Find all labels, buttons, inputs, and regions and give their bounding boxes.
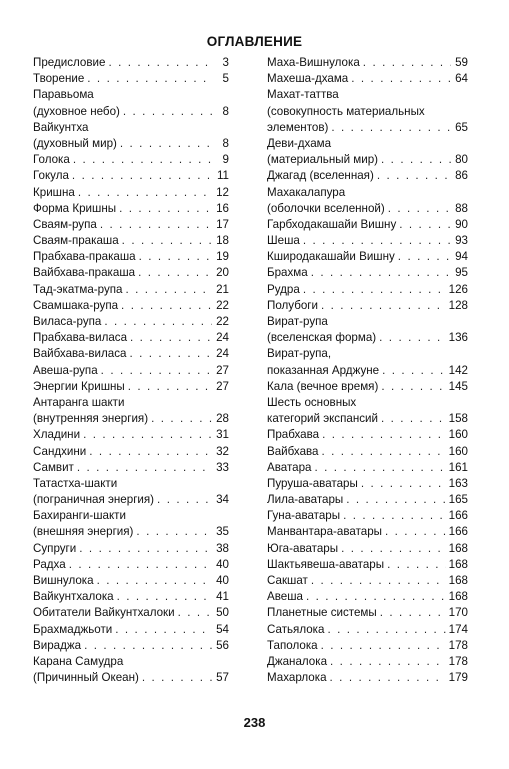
toc-entry-title: Энергии Кришны [33,379,125,393]
toc-entry [267,71,468,87]
toc-leader-dots [321,298,446,314]
toc-entry [33,265,229,281]
toc-entry-page: 145 [448,379,468,393]
toc-entry [267,346,468,362]
toc-entry-title: Супруги [33,541,77,555]
toc-leader-dots [139,249,212,265]
toc-entry-page: 128 [448,298,468,312]
toc-entry [267,201,468,217]
toc-entry [33,330,229,346]
toc-entry [267,427,468,443]
toc-entry-title: Шактьявеша-аватары [267,557,385,571]
toc-leader-dots [79,541,212,557]
toc-entry-page: 95 [455,266,468,280]
toc-entry-page: 136 [448,331,468,345]
toc-entry-title: (пограничная энергия) [33,493,155,507]
toc-leader-dots [129,346,212,362]
toc-entry-page: 88 [455,201,468,215]
toc-leader-dots [314,460,445,476]
toc-entry-page: 168 [448,574,468,587]
toc-entry [33,136,229,152]
toc-entry-page: 17 [216,217,229,231]
toc-entry-title: Маха-Вишнулока [267,56,360,69]
toc-entry [267,168,468,184]
toc-entry [267,541,468,557]
toc-entry [33,379,229,395]
toc-entry [267,282,468,298]
page-title: ОГЛАВЛЕНИЕ [206,34,303,49]
toc-leader-dots [119,201,212,217]
toc-entry [33,427,229,443]
toc-entry-page: 50 [216,606,229,620]
toc-entry-title: (внешняя энергия) [33,525,134,539]
toc-entry-page: 168 [448,541,468,555]
toc-entry-title: Джагад (вселенная) [267,169,374,183]
toc-entry-page: 8 [222,104,229,118]
toc-entry-title: Вайкунтха [33,120,89,134]
toc-entry [267,638,468,654]
toc-entry-page: 166 [448,509,468,523]
toc-entry-page: 158 [448,412,468,426]
toc-entry [33,541,229,557]
toc-entry-page: 93 [455,234,468,248]
toc-entry [33,249,229,265]
toc-leader-dots [303,233,451,249]
toc-leader-dots [381,379,445,395]
toc-entry-title: Бахиранги-шакти [33,509,126,523]
toc-entry-title: Вишнулока [33,574,94,587]
toc-entry-page: 160 [448,428,468,442]
toc-entry-page: 21 [216,282,229,296]
toc-entry-title: Форма Кришны [33,201,117,215]
toc-leader-dots [87,71,212,87]
toc-entry-page: 142 [448,363,468,377]
toc-entry-title: Джаналока [267,654,328,668]
toc-entry-title: Сваям-пракаша [33,234,119,248]
toc-leader-dots [115,622,212,638]
toc-leader-dots [311,573,446,589]
toc-entry-title: Сакшат [267,574,308,587]
toc-entry-title: Хладини [33,428,81,442]
toc-entry-title: (внутренняя энергия) [33,412,149,426]
toc-entry [33,120,229,136]
toc-entry-page: 179 [448,671,468,685]
toc-entry-page: 57 [216,671,229,685]
toc-entry [33,411,229,427]
toc-entry-title: Брахма [267,266,308,280]
toc-entry-title: (вселенская форма) [267,331,377,345]
toc-entry-title: категорий экспансий [267,412,378,426]
toc-entry-title: Гарбходакашайи Вишну [267,217,397,231]
toc-entry [33,444,229,460]
toc-entry-title: Махеша-дхама [267,72,349,86]
toc-entry [33,152,229,168]
toc-entry [33,508,229,524]
toc-entry [33,201,229,217]
toc-entry [33,87,229,103]
toc-leader-dots [69,557,212,573]
toc-entry [267,363,468,379]
toc-entry [33,55,229,71]
toc-entry [33,638,229,654]
toc-entry-title: Юга-аватары [267,541,339,555]
toc-entry-page: 5 [222,72,229,86]
toc-leader-dots [123,104,212,120]
toc-entry-page: 24 [216,347,229,361]
toc-entry-page: 80 [455,153,468,167]
toc-entry-page: 166 [448,525,468,539]
toc-entry-title: Вират-рупа [267,315,328,328]
toc-leader-dots [330,670,446,686]
toc-entry [33,104,229,120]
toc-entry-title: Таполока [267,638,318,652]
toc-entry-title: Сваям-рупа [33,217,97,231]
toc-entry-title: Творение [33,72,85,86]
toc-entry-title: (оболочки вселенной) [267,201,385,215]
toc-entry-title: Татастха-шакти [33,476,118,490]
toc-entry [33,654,229,670]
toc-entry [33,282,229,298]
toc-leader-dots [379,330,446,346]
toc-leader-dots [346,492,445,508]
toc-entry-title: Шесть основных [267,395,357,409]
toc-leader-dots [381,152,451,168]
toc-leader-dots [322,427,446,443]
toc-leader-dots [388,201,451,217]
toc-entry-page: 24 [216,331,229,345]
toc-entry [33,346,229,362]
toc-entry-page: 20 [216,266,229,280]
toc-entry-title: Обитатели Вайкунтхалоки [33,606,175,620]
toc-entry-page: 41 [216,590,229,604]
toc-entry [33,622,229,638]
toc-entry-page: 90 [455,217,468,231]
toc-entry-title: Вайбхава-виласа [33,347,127,361]
toc-leader-dots [130,330,212,346]
toc-entry-title: Антаранга шакти [33,395,125,409]
toc-leader-dots [385,524,446,540]
toc-leader-dots [331,120,451,136]
toc-entry-page: 165 [448,493,468,507]
toc-leader-dots [100,217,212,233]
toc-entry-title: Свамшака-рупа [33,298,119,312]
toc-entry-title: Кришна [33,185,75,199]
toc-entry-page: 160 [448,444,468,458]
toc-leader-dots [72,168,212,184]
toc-entry [33,71,229,87]
toc-entry [33,298,229,314]
toc-entry-title: (совокупность материальных [267,104,425,118]
toc-entry-title: Гуна-аватары [267,509,341,523]
toc-entry-title: (духовное небо) [33,104,120,118]
toc-entry [33,460,229,476]
toc-leader-dots [120,136,212,152]
toc-entry-title: Гокула [33,169,69,183]
toc-entry-title: Прабхава-пракаша [33,250,136,264]
toc-entry [267,492,468,508]
toc-entry [267,670,468,686]
toc-entry-title: Кширодакашайи Вишну [267,250,395,264]
toc-entry [33,670,229,686]
toc-entry [267,217,468,233]
toc-entry-page: 31 [216,428,229,442]
toc-entry-title: Махарлока [267,671,327,685]
toc-entry-title: Вираджа [33,638,82,652]
toc-entry [267,233,468,249]
toc-entry-page: 178 [448,654,468,668]
toc-entry-title: Сандхини [33,444,87,458]
toc-leader-dots [108,55,212,71]
toc-entry-title: (материальный мир) [267,153,379,167]
toc-entry-title: Вайбхава-пракаша [33,266,136,280]
toc-entry [267,508,468,524]
toc-entry [267,152,468,168]
toc-leader-dots [77,460,212,476]
toc-entry-title: Прабхава [267,428,320,442]
toc-leader-dots [101,363,212,379]
toc-entry-title: Авеша-рупа [33,363,98,377]
toc-leader-dots [306,589,446,605]
toc-entry [33,395,229,411]
toc-leader-dots [84,638,212,654]
toc-leader-dots [97,573,212,589]
toc-entry [267,557,468,573]
toc-leader-dots [382,363,446,379]
toc-entry [267,524,468,540]
toc-entry-title: Сатьялока [267,622,325,636]
toc-entry-title: Вайкунтхалока [33,590,114,604]
toc-entry [267,87,468,103]
toc-entry-title: Прабхава-виласа [33,331,128,345]
toc-entry-page: 27 [216,363,229,377]
toc-entry [267,55,468,71]
toc-leader-dots [377,168,451,184]
toc-entry-title: (духовный мир) [33,136,117,150]
toc-entry-page: 161 [448,460,468,474]
toc-entry-title: Радха [33,557,66,571]
toc-entry [33,168,229,184]
toc-entry [267,379,468,395]
toc-leader-dots [351,71,451,87]
toc-entry-title: Махакалапура [267,185,346,199]
toc-leader-dots [117,589,212,605]
toc-entry [267,265,468,281]
toc-entry-title: Предисловие [33,56,106,69]
toc-leader-dots [387,557,446,573]
toc-leader-dots [178,605,212,621]
toc-entry-title: Рудра [267,282,300,296]
toc-leader-dots [311,265,451,281]
toc-entry [267,330,468,346]
toc-entry [33,524,229,540]
toc-entry [267,622,468,638]
toc-leader-dots [73,152,212,168]
toc-entry-title: Пуруша-аватары [267,476,358,490]
toc-entry [267,298,468,314]
toc-entry [267,460,468,476]
toc-entry [267,249,468,265]
toc-leader-dots [380,605,446,621]
toc-entry-page: 9 [222,153,229,167]
toc-entry-title: Виласа-рупа [33,315,102,328]
toc-entry [33,557,229,573]
toc-entry-title: Махат-таттва [267,88,339,102]
toc-entry [33,589,229,605]
toc-column-left [33,55,229,686]
toc-entry-page: 40 [216,557,229,571]
toc-entry [267,395,468,411]
toc-entry-title: показанная Арджуне [267,363,380,377]
toc-leader-dots [128,379,212,395]
toc-leader-dots [138,265,212,281]
toc-leader-dots [363,55,451,71]
toc-entry-page: 56 [216,638,229,652]
toc-entry [267,589,468,605]
toc-entry-page: 59 [455,56,468,69]
toc-entry-page: 19 [216,250,229,264]
toc-leader-dots [381,411,446,427]
toc-entry-page: 8 [222,136,229,150]
toc-entry-page: 94 [455,250,468,264]
toc-entry-page: 170 [448,606,468,620]
toc-entry-title: Планетные системы [267,606,377,620]
toc-entry [33,314,229,330]
toc-entry-page: 35 [216,525,229,539]
toc-entry-page: 38 [216,541,229,555]
toc-leader-dots [303,282,446,298]
toc-entry-page: 65 [455,120,468,134]
toc-leader-dots [157,492,212,508]
toc-entry [267,185,468,201]
toc-leader-dots [136,524,212,540]
toc-leader-dots [122,233,212,249]
toc-entry-title: Карана Самудра [33,654,124,668]
toc-entry-title: Вират-рупа, [267,347,332,361]
toc-leader-dots [341,541,446,557]
toc-entry [267,120,468,136]
toc-entry-page: 22 [216,298,229,312]
toc-leader-dots [321,638,446,654]
toc-entry-page: 18 [216,234,229,248]
toc-leader-dots [78,185,212,201]
toc-leader-dots [126,282,212,298]
toc-entry-title: (Причинный Океан) [33,671,139,685]
toc-entry-page: 22 [216,315,229,328]
toc-entry [267,104,468,120]
toc-entry [33,185,229,201]
toc-entry-title: Вайбхава [267,444,319,458]
toc-leader-dots [399,217,451,233]
toc-entry-page: 28 [216,412,229,426]
toc-entry [33,363,229,379]
toc-entry [267,136,468,152]
toc-leader-dots [343,508,446,524]
toc-entry-title: Брахмаджьоти [33,622,113,636]
toc-entry-title: Полубоги [267,298,319,312]
toc-entry-page: 16 [216,201,229,215]
toc-entry-page: 11 [216,169,229,183]
toc-entry-page: 33 [216,460,229,474]
toc-entry-page: 40 [216,574,229,587]
toc-entry-title: Аватара [267,460,312,474]
toc-entry [267,605,468,621]
toc-leader-dots [104,314,212,330]
toc-entry-title: элементов) [267,120,329,134]
toc-column-right [267,55,468,686]
toc-entry [33,233,229,249]
toc-leader-dots [121,298,212,314]
toc-entry-page: 32 [216,444,229,458]
toc-leader-dots [322,444,446,460]
toc-entry [33,573,229,589]
toc-entry [33,217,229,233]
toc-entry-page: 34 [216,493,229,507]
toc-entry [267,314,468,330]
toc-entry-page: 64 [455,72,468,86]
toc-entry-page: 27 [216,379,229,393]
toc-entry-title: Голока [33,153,70,167]
toc-entry-page: 178 [448,638,468,652]
toc-entry-page: 168 [448,590,468,604]
toc-leader-dots [398,249,451,265]
toc-entry-page: 12 [216,185,229,199]
toc-entry-title: Кала (вечное время) [267,379,379,393]
toc-entry [267,444,468,460]
toc-entry-title: Тад-экатма-рупа [33,282,123,296]
toc-entry [33,492,229,508]
toc-entry-page: 86 [455,169,468,183]
toc-entry-page: 3 [222,56,229,69]
toc-entry-title: Лила-аватары [267,493,344,507]
toc-entry-title: Авеша [267,590,303,604]
toc-entry-title: Манвантара-аватары [267,525,382,539]
toc-leader-dots [330,654,446,670]
toc-entry-title: Паравьома [33,88,94,102]
toc-entry-page: 163 [448,476,468,490]
toc-leader-dots [142,670,212,686]
toc-entry [33,605,229,621]
toc-entry [33,476,229,492]
toc-leader-dots [151,411,212,427]
toc-leader-dots [327,622,445,638]
toc-leader-dots [361,476,446,492]
toc-entry-page: 54 [216,622,229,636]
toc-leader-dots [83,427,212,443]
toc-entry-title: Шеша [267,234,300,248]
page-number: 238 [243,715,266,730]
toc-entry-page: 168 [448,557,468,571]
toc-entry [267,411,468,427]
toc-entry [267,573,468,589]
toc-entry [267,476,468,492]
toc-entry-title: Самвит [33,460,74,474]
toc-entry-title: Деви-дхама [267,136,332,150]
toc-entry-page: 126 [448,282,468,296]
toc-entry-page: 174 [448,622,468,636]
toc-entry [267,654,468,670]
toc-leader-dots [89,444,212,460]
